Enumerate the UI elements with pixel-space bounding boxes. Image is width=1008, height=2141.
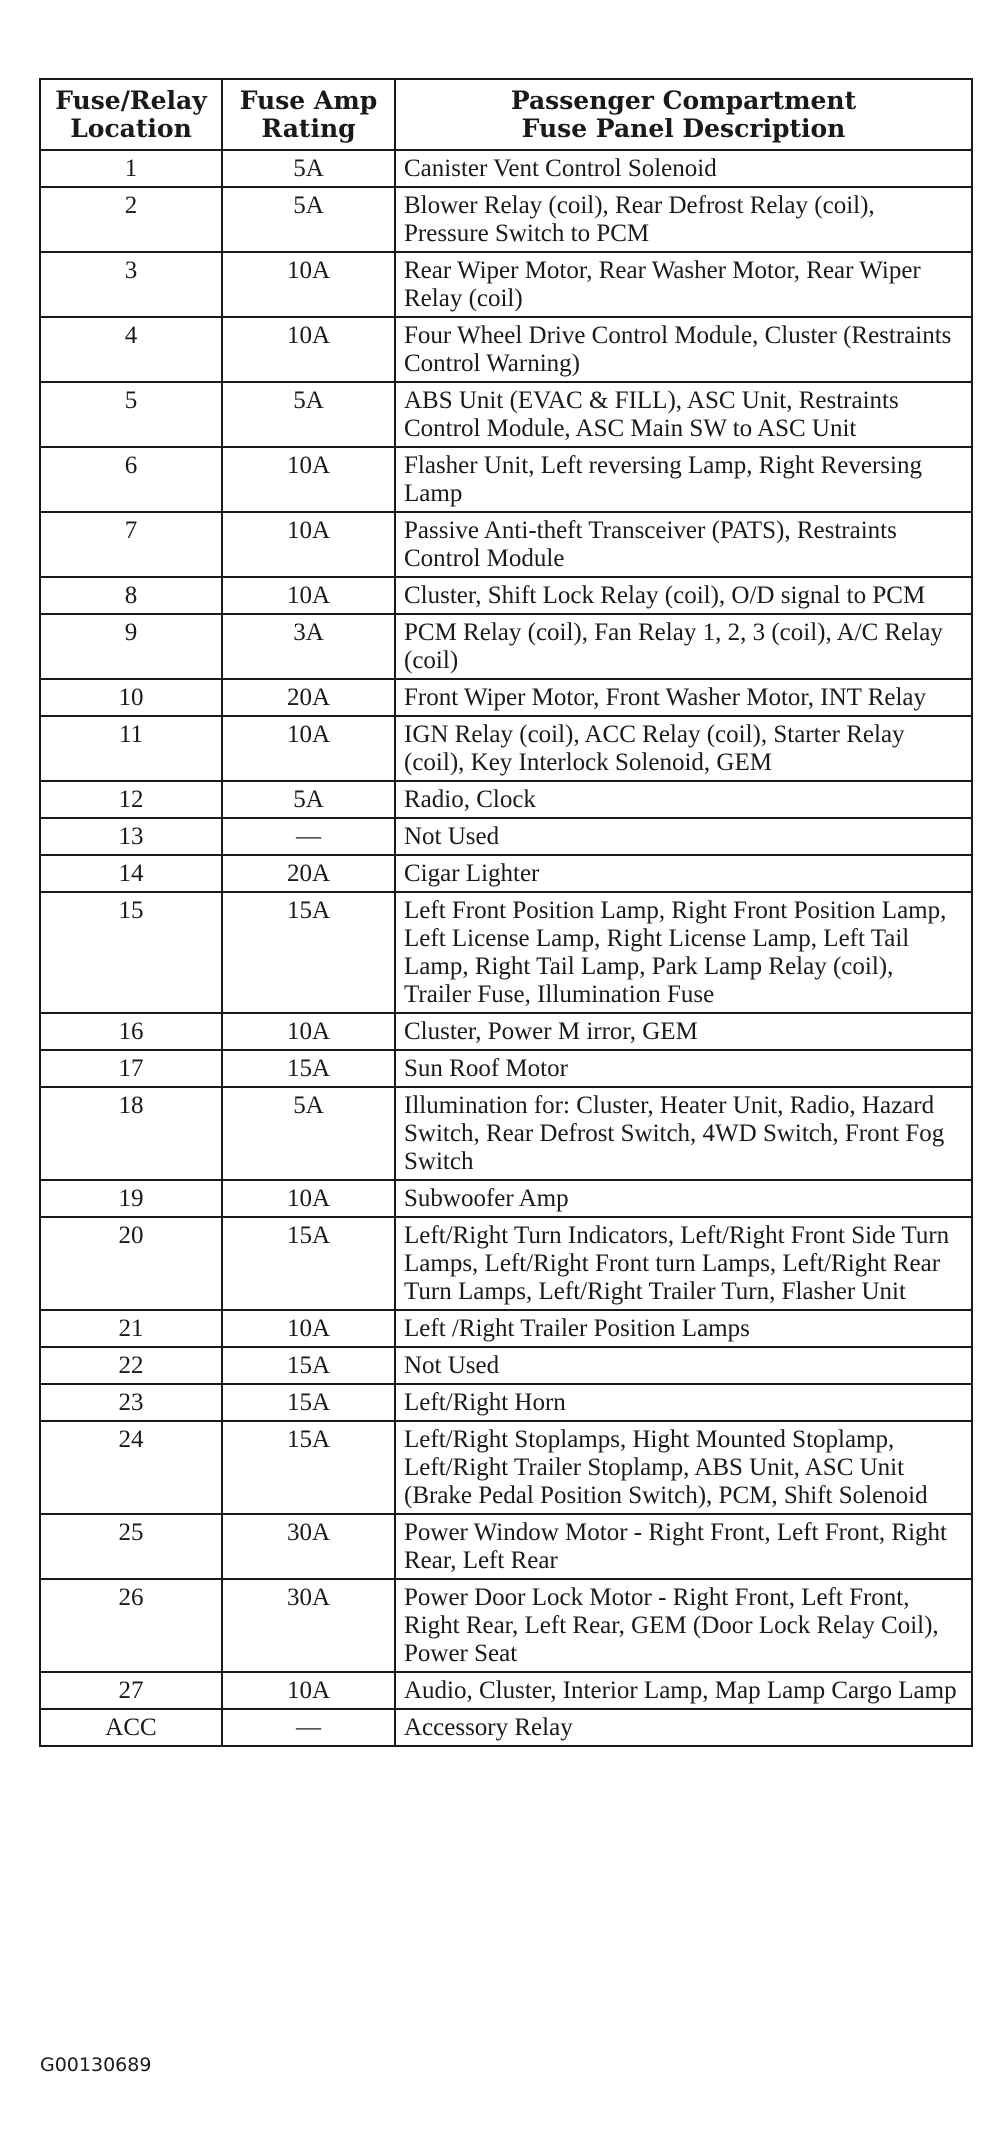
table-row [40,1050,972,1087]
fuse-amp-cell: 15A [222,892,395,1013]
fuse-description-cell: Four Wheel Drive Control Module, Cluster (Restraints Control Warning) [395,317,972,382]
fuse-description-cell: Subwoofer Amp [395,1180,972,1217]
fuse-description-cell: Audio, Cluster, Interior Lamp, Map Lamp Cargo Lamp [395,1672,972,1709]
fuse-amp-cell: 15A [222,1384,395,1421]
header-fuse-amp-rating: Fuse Amp Rating [222,79,395,150]
fuse-location-cell: 12 [40,781,222,818]
table-header-row [40,79,972,150]
fuse-amp-cell: 5A [222,150,395,187]
fuse-description-cell: Not Used [395,1347,972,1384]
fuse-location-cell: 19 [40,1180,222,1217]
fuse-amp-cell: 10A [222,512,395,577]
fuse-amp-cell: 5A [222,187,395,252]
table-row [40,382,972,447]
fuse-description-cell: Cigar Lighter [395,855,972,892]
fuse-location-cell: 13 [40,818,222,855]
fuse-amp-cell: — [222,818,395,855]
fuse-amp-cell: 5A [222,1087,395,1180]
fuse-description-cell: IGN Relay (coil), ACC Relay (coil), Starter Relay (coil), Key Interlock Solenoid, GEM [395,716,972,781]
table-row [40,1421,972,1514]
fuse-panel-table [39,78,973,1747]
table-row [40,716,972,781]
fuse-amp-cell: 30A [222,1579,395,1672]
fuse-description-cell: Left /Right Trailer Position Lamps [395,1310,972,1347]
fuse-amp-cell: 15A [222,1347,395,1384]
fuse-amp-cell: 10A [222,1013,395,1050]
table-row [40,1672,972,1709]
fuse-description-cell: Canister Vent Control Solenoid [395,150,972,187]
fuse-amp-cell: 20A [222,679,395,716]
table-row [40,892,972,1013]
table-row [40,1514,972,1579]
fuse-description-cell: Sun Roof Motor [395,1050,972,1087]
table-row [40,1217,972,1310]
table-row [40,252,972,317]
table-body [40,150,972,1746]
table-row [40,614,972,679]
fuse-location-cell: 21 [40,1310,222,1347]
fuse-amp-cell: 3A [222,614,395,679]
fuse-description-cell: Left/Right Stoplamps, Hight Mounted Stoplamp, Left/Right Trailer Stoplamp, ABS Unit, ASC Unit (Brake Pedal Position Switch), PCM, Shift Solenoid [395,1421,972,1514]
fuse-amp-cell: — [222,1709,395,1746]
fuse-location-cell: 25 [40,1514,222,1579]
table-row [40,781,972,818]
fuse-description-cell: Not Used [395,818,972,855]
fuse-amp-cell: 10A [222,1180,395,1217]
fuse-amp-cell: 10A [222,1672,395,1709]
fuse-location-cell: ACC [40,1709,222,1746]
fuse-location-cell: 20 [40,1217,222,1310]
fuse-description-cell: Accessory Relay [395,1709,972,1746]
table-row [40,187,972,252]
fuse-description-cell: Flasher Unit, Left reversing Lamp, Right Reversing Lamp [395,447,972,512]
fuse-description-cell: Radio, Clock [395,781,972,818]
fuse-description-cell: PCM Relay (coil), Fan Relay 1, 2, 3 (coil), A/C Relay (coil) [395,614,972,679]
table-row [40,1347,972,1384]
fuse-description-cell: Cluster, Power M irror, GEM [395,1013,972,1050]
table-row [40,1709,972,1746]
fuse-description-cell: Blower Relay (coil), Rear Defrost Relay (coil), Pressure Switch to PCM [395,187,972,252]
table-row [40,317,972,382]
table-row [40,1087,972,1180]
fuse-description-cell: Front Wiper Motor, Front Washer Motor, INT Relay [395,679,972,716]
header-fuse-panel-description: Passenger Compartment Fuse Panel Description [395,79,972,150]
fuse-location-cell: 4 [40,317,222,382]
fuse-location-cell: 17 [40,1050,222,1087]
fuse-location-cell: 6 [40,447,222,512]
table-row [40,512,972,577]
fuse-description-cell: Power Window Motor - Right Front, Left Front, Right Rear, Left Rear [395,1514,972,1579]
table-row [40,1310,972,1347]
fuse-amp-cell: 5A [222,781,395,818]
fuse-description-cell: Illumination for: Cluster, Heater Unit, Radio, Hazard Switch, Rear Defrost Switch, 4WD Switch, Front Fog Switch [395,1087,972,1180]
fuse-amp-cell: 15A [222,1050,395,1087]
fuse-location-cell: 22 [40,1347,222,1384]
fuse-location-cell: 16 [40,1013,222,1050]
fuse-location-cell: 7 [40,512,222,577]
table-row [40,679,972,716]
fuse-amp-cell: 10A [222,447,395,512]
fuse-location-cell: 5 [40,382,222,447]
fuse-description-cell: Left Front Position Lamp, Right Front Position Lamp, Left License Lamp, Right License Lamp, Left Tail Lamp, Right Tail Lamp, Park Lamp Relay (coil), Trailer Fuse, Illumination Fuse [395,892,972,1013]
fuse-location-cell: 1 [40,150,222,187]
fuse-location-cell: 18 [40,1087,222,1180]
fuse-description-cell: ABS Unit (EVAC & FILL), ASC Unit, Restraints Control Module, ASC Main SW to ASC Unit [395,382,972,447]
fuse-location-cell: 24 [40,1421,222,1514]
fuse-location-cell: 14 [40,855,222,892]
table-row [40,1013,972,1050]
table-row [40,577,972,614]
header-fuse-relay-location: Fuse/Relay Location [40,79,222,150]
fuse-description-cell: Passive Anti-theft Transceiver (PATS), Restraints Control Module [395,512,972,577]
fuse-location-cell: 2 [40,187,222,252]
table-row [40,1180,972,1217]
fuse-location-cell: 26 [40,1579,222,1672]
table-row [40,855,972,892]
fuse-amp-cell: 10A [222,252,395,317]
table-row [40,150,972,187]
fuse-location-cell: 3 [40,252,222,317]
document-code: G00130689 [40,2054,152,2076]
fuse-amp-cell: 10A [222,716,395,781]
fuse-location-cell: 8 [40,577,222,614]
fuse-amp-cell: 10A [222,577,395,614]
fuse-description-cell: Power Door Lock Motor - Right Front, Left Front, Right Rear, Left Rear, GEM (Door Lock Relay Coil), Power Seat [395,1579,972,1672]
fuse-location-cell: 9 [40,614,222,679]
fuse-location-cell: 15 [40,892,222,1013]
fuse-description-cell: Cluster, Shift Lock Relay (coil), O/D signal to PCM [395,577,972,614]
fuse-amp-cell: 15A [222,1421,395,1514]
table-row [40,447,972,512]
fuse-location-cell: 23 [40,1384,222,1421]
fuse-description-cell: Rear Wiper Motor, Rear Washer Motor, Rear Wiper Relay (coil) [395,252,972,317]
fuse-description-cell: Left/Right Horn [395,1384,972,1421]
fuse-amp-cell: 15A [222,1217,395,1310]
fuse-amp-cell: 30A [222,1514,395,1579]
table-row [40,1579,972,1672]
fuse-amp-cell: 10A [222,1310,395,1347]
fuse-amp-cell: 20A [222,855,395,892]
fuse-description-cell: Left/Right Turn Indicators, Left/Right Front Side Turn Lamps, Left/Right Front turn Lamps, Left/Right Rear Turn Lamps, Left/Right Trailer Turn, Flasher Unit [395,1217,972,1310]
fuse-amp-cell: 5A [222,382,395,447]
table-row [40,1384,972,1421]
table-row [40,818,972,855]
fuse-location-cell: 11 [40,716,222,781]
fuse-location-cell: 10 [40,679,222,716]
fuse-location-cell: 27 [40,1672,222,1709]
fuse-amp-cell: 10A [222,317,395,382]
